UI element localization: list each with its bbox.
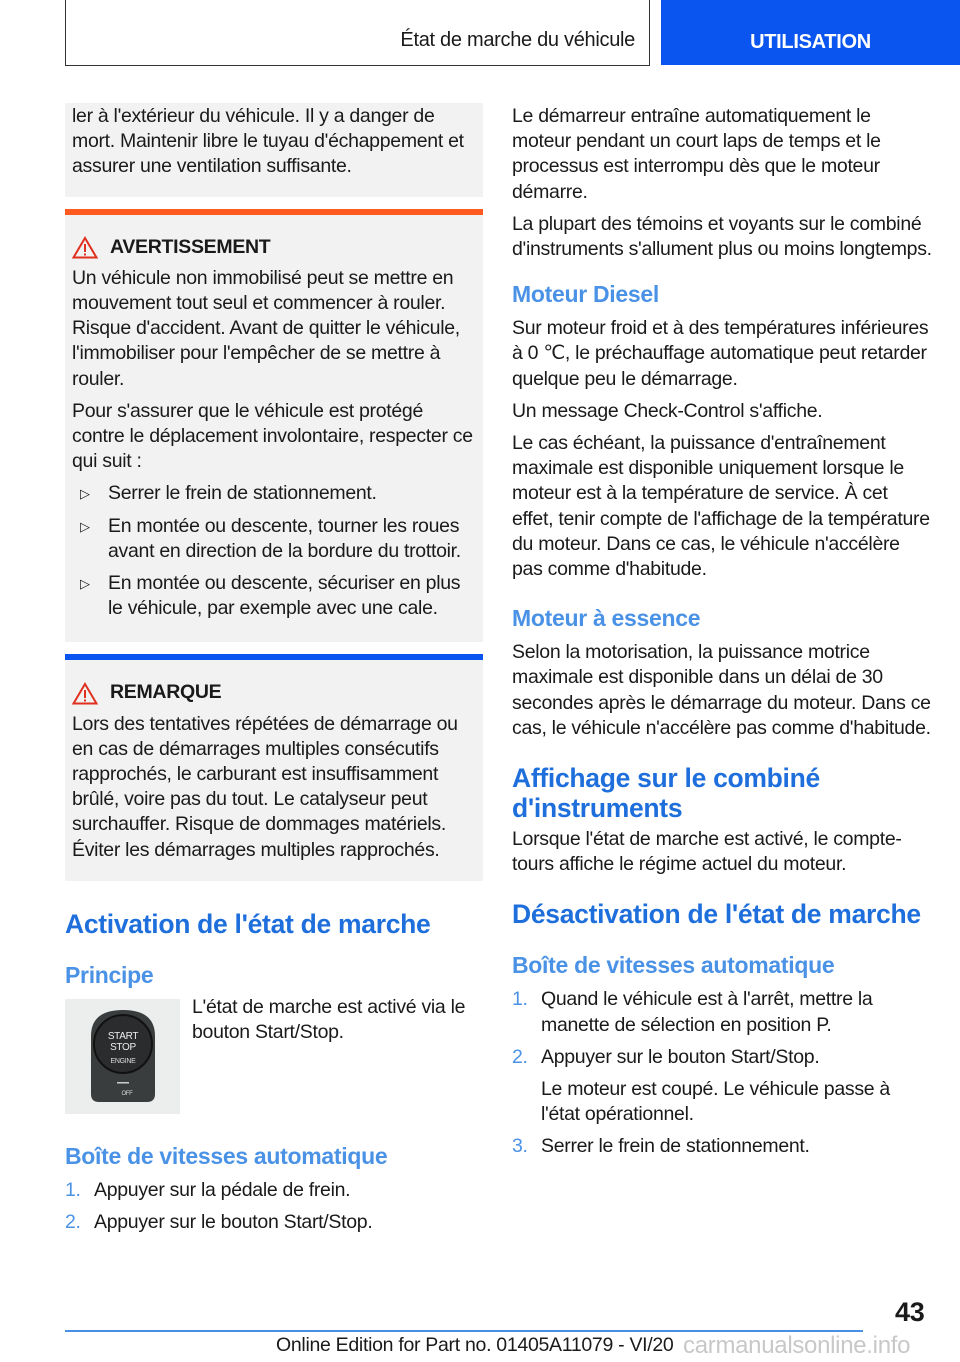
step-item: 3. Serrer le frein de stationnement. — [512, 1135, 810, 1158]
heading-diesel: Moteur Diesel — [512, 281, 659, 308]
list-item: ▷ Serrer le frein de stationnement. — [72, 481, 476, 506]
section-title: État de marche du véhicule — [400, 28, 635, 51]
heading-principe: Principe — [65, 961, 154, 988]
step-item: 1. Quand le véhicule est à l'arrêt, mettre la manette de sélection en position P. — [512, 988, 873, 1036]
watermark: carmanualsonline.info — [683, 1332, 911, 1359]
heading-activation: Activation de l'état de marche — [65, 908, 431, 939]
list-item: ▷ En montée ou descente, sécuriser en plus le véhicule, par exemple avec une cale. — [72, 571, 476, 621]
principe-text: L'état de marche est activé via le bouton Start/Stop. — [192, 995, 466, 1044]
notice-box — [65, 660, 483, 880]
warning-p1: Un véhicule non immobilisé peut se mettre en mouvement tout seul et commencer à rouler. Risque d'accident. Avant de quitter le véhicule, l'immobiliser pour l'empêcher de se mettre à rouler. — [72, 266, 460, 390]
notice-title: REMARQUE — [110, 681, 222, 704]
warning-triangle-icon — [72, 236, 98, 259]
heading-desactivation: Désactivation de l'état de marche — [512, 899, 921, 930]
triangle-bullet-icon: ▷ — [80, 518, 90, 534]
warning-p2: Pour s'assurer que le véhicule est protégé contre le déplacement involontaire, respecter ce qui suit : — [72, 399, 473, 473]
para: Le démarreur entraîne automatiquement le moteur pendant un court laps de temps et le processus est interrompu dès que le moteur démarre. — [512, 105, 881, 203]
svg-text:STOP: STOP — [109, 1042, 136, 1054]
heading-boite-right: Boîte de vitesses automatique — [512, 952, 835, 979]
right-column — [512, 104, 932, 1167]
header-box — [65, 0, 650, 66]
step-item: 1. Appuyer sur la pédale de frein. — [65, 1178, 351, 1201]
heading-boite-left: Boîte de vitesses automatique — [65, 1142, 388, 1169]
para: Un message Check-Control s'affiche. — [512, 399, 823, 422]
para: La plupart des témoins et voyants sur le combiné d'instruments s'allument plus ou moins longtemps. — [512, 212, 932, 261]
step-item: 2. Appuyer sur le bouton Start/Stop. — [512, 1045, 820, 1068]
list-item: ▷ En montée ou descente, tourner les roues avant en direction de la bordure du trottoir. — [72, 514, 476, 564]
warning-title: AVERTISSEMENT — [110, 235, 271, 258]
chapter-tab[interactable]: UTILISATION — [661, 0, 960, 65]
warning-triangle-icon — [72, 682, 98, 705]
step-item: 2. Appuyer sur le bouton Start/Stop. — [65, 1211, 373, 1234]
left-column — [65, 103, 483, 1242]
para: Selon la motorisation, la puissance motrice maximale est disponible dans un délai de 30 secondes après le démarrage du moteur. Dans ce cas, le véhicule n'accélère pas comme d'habitude. — [512, 641, 931, 739]
triangle-bullet-icon: ▷ — [80, 576, 90, 592]
para: Sur moteur froid et à des températures inférieures à 0 ℃, le préchauffage automatique peut retarder quelque peu le démarrage. — [512, 317, 929, 390]
heading-affichage: Affichage sur le combiné d'instruments — [512, 763, 820, 824]
triangle-bullet-icon: ▷ — [80, 486, 90, 502]
svg-text:START: START — [107, 1031, 138, 1043]
warning-box — [65, 215, 483, 643]
edition-text: Online Edition for Part no. 01405A11079 - VI/20 — [276, 1334, 674, 1356]
danger-continuation-box — [65, 103, 483, 197]
para: Lorsque l'état de marche est activé, le compte-tours affiche le régime actuel du moteur. — [512, 828, 902, 876]
step-note: Le moteur est coupé. Le véhicule passe à l'état opérationnel. — [541, 1078, 890, 1126]
page-number: 43 — [895, 1297, 925, 1327]
svg-text:ENGINE: ENGINE — [109, 1058, 136, 1066]
heading-essence: Moteur à essence — [512, 605, 701, 632]
para: Le cas échéant, la puissance d'entraînement maximale est disponible uniquement lorsque le moteur est à la température de service. À cet effet, tenir compte de l'affichage de la température du moteur. Dans ce cas, le véhicule n'accélère pas comme d'habitude. — [512, 432, 930, 581]
svg-text:OFF: OFF — [120, 1091, 133, 1098]
start-stop-button-icon — [83, 1006, 163, 1106]
start-stop-button-image — [65, 999, 180, 1114]
danger-text: ler à l'extérieur du véhicule. Il y a danger de mort. Maintenir libre le tuyau d'échappement et assurer une ventilation suffisante. — [72, 105, 464, 178]
notice-text: Lors des tentatives répétées de démarrage ou en cas de démarrages multiples consécutifs rapprochés, le carburant est insuffisamment brûlé, voire pas du tout. Le catalyseur peut surchauffer. Risque de dommages matériels. Éviter les démarrages multiples rapprochés. — [72, 712, 458, 861]
